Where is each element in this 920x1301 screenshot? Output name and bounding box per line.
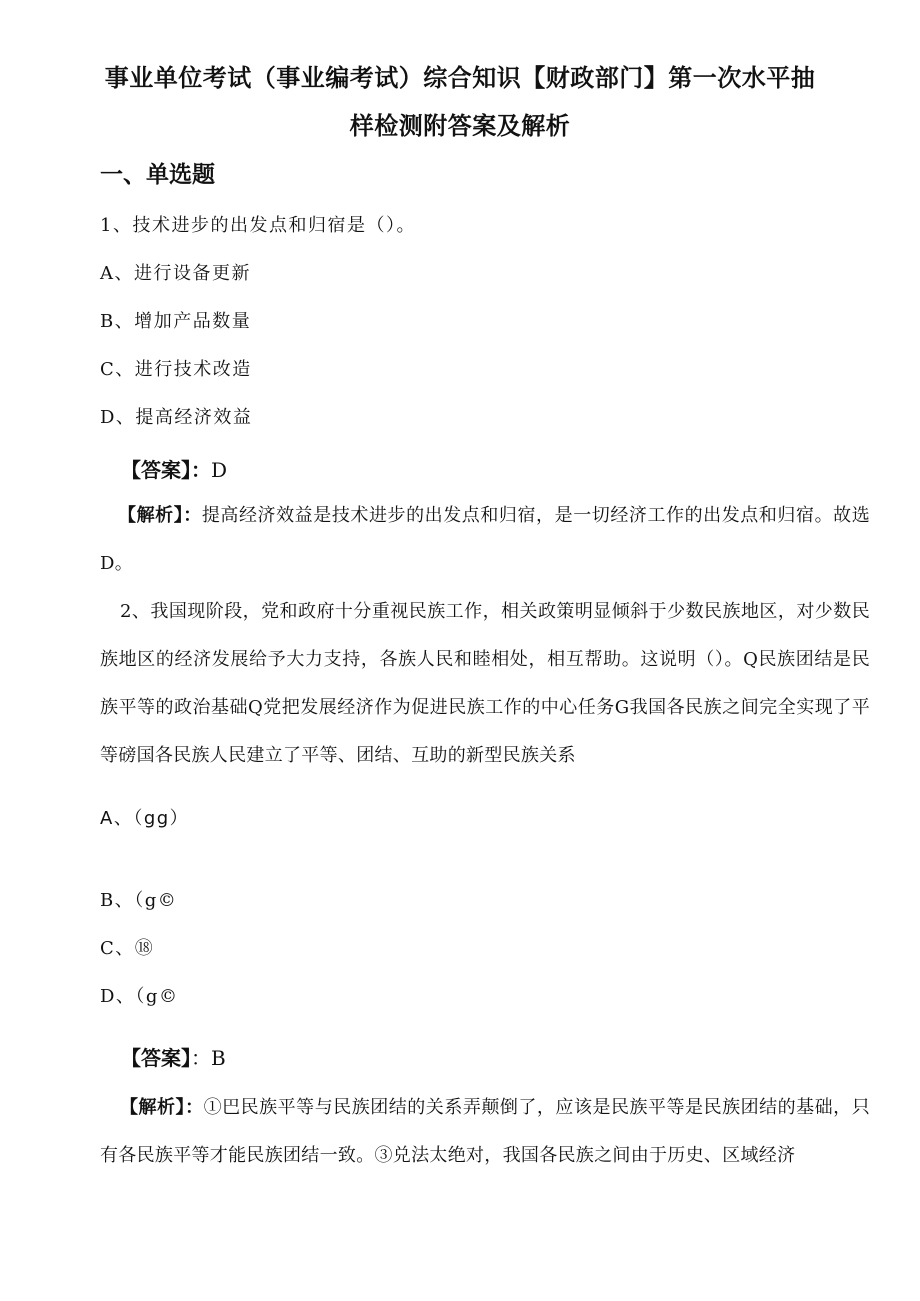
question-2-answer xyxy=(121,1042,226,1071)
question-1-option-d: D、提高经济效益 xyxy=(100,407,253,428)
answer-label: 【答案】： xyxy=(121,458,211,482)
question-2-option-d: D、（g© xyxy=(100,986,179,1007)
question-1-option-b: B、增加产品数量 xyxy=(100,311,252,332)
question-2-option-a: A、（gg） xyxy=(100,808,190,829)
question-1-answer xyxy=(121,454,227,483)
answer-value: D xyxy=(211,458,228,482)
answer-label: 【答案】 xyxy=(121,1046,191,1070)
document-title-line-2: 样检测附答案及解析 xyxy=(349,112,571,140)
analysis-text: ①巴民族平等与民族团结的关系弄颠倒了，应该是民族平等是民族团结的基础，只有各民族平等才能民族团结一致。③兑法太绝对，我国各民族之间由于历史、区域经济 xyxy=(100,1097,871,1166)
question-1-option-a: A、进行设备更新 xyxy=(100,263,251,284)
question-1-analysis xyxy=(100,492,870,588)
analysis-label: 【解析】： xyxy=(118,505,202,526)
document-title-line-1: 事业单位考试（事业编考试）综合知识【财政部门】第一次水平抽 xyxy=(104,64,816,92)
analysis-label: 【解析】： xyxy=(120,1097,204,1118)
question-2-option-b: B、（g© xyxy=(100,890,178,911)
question-1-option-c: C、进行技术改造 xyxy=(100,359,252,380)
question-2-option-c: C、⑱ xyxy=(100,938,155,959)
question-2-analysis xyxy=(100,1084,870,1180)
answer-value: ：B xyxy=(191,1046,226,1070)
question-1-stem: 1、技术进步的出发点和归宿是（）。 xyxy=(100,215,416,236)
question-2-stem: 2、我国现阶段，党和政府十分重视民族工作，相关政策明显倾斜于少数民族地区，对少数民族地区的经济发展给予大力支持，各族人民和睦相处，相互帮助。这说明（）。Q民族团结是民族平等的政治基础Q党把发展经济作为促进民族工作的中心任务G我国各民族之间完全实现了平等磅国各民族人民建立了平等、团结、互助的新型民族关系 xyxy=(100,601,870,766)
analysis-text: 提高经济效益是技术进步的出发点和归宿，是一切经济工作的出发点和归宿。故选D。 xyxy=(100,505,871,574)
section-heading: 一、单选题 xyxy=(100,162,215,188)
